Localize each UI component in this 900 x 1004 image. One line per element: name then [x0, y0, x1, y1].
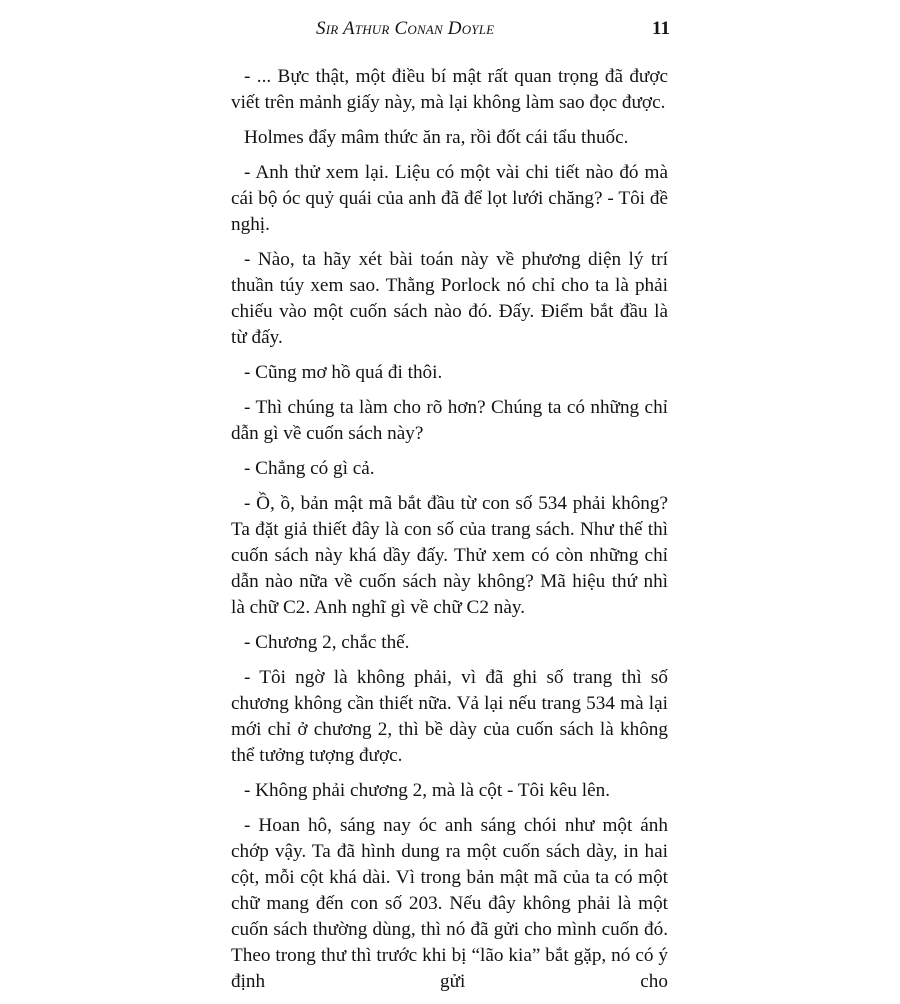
paragraph: - Chẳng có gì cả.	[244, 458, 375, 479]
paragraph: - Ồ, ồ, bản mật mã bắt đầu từ con số 534 phải không? Ta đặt giả thiết đây là con số của trang sách. Như thế thì cuốn sách này khá dầy đấy. Thử xem có còn những chỉ dẫn nào nữa về cuốn sách này không? Mã hiệu thứ nhì là chữ C2. Anh nghĩ gì về chữ C2 này.	[231, 493, 668, 618]
paragraph: - Thì chúng ta làm cho rõ hơn? Chúng ta có những chỉ dẫn gì về cuốn sách này?	[231, 397, 668, 444]
page-number: 11	[652, 18, 670, 39]
running-head	[230, 18, 670, 46]
paragraph: - Hoan hô, sáng nay óc anh sáng chói như một ánh chớp vậy. Ta đã hình dung ra một cuốn sách dày, in hai cột, mỗi cột khá dài. Vì trong bản mật mã của ta có một chữ mang đến con số 203. Nếu đây không phải là một cuốn sách thường dùng, thì nó đã gửi cho mình cuốn đó. Theo trong thư thì trước khi bị “lão kia” bắt gặp, nó có ý định gửi cho	[231, 815, 668, 992]
paragraph: - Anh thử xem lại. Liệu có một vài chi tiết nào đó mà cái bộ óc quỷ quái của anh đã để lọt lưới chăng? - Tôi đề nghị.	[231, 162, 668, 235]
paragraph: - Chương 2, chắc thế.	[244, 632, 410, 653]
body-text	[231, 64, 668, 1004]
paragraph: - Tôi ngờ là không phải, vì đã ghi số trang thì số chương không cần thiết nữa. Vả lại nếu trang 534 mà lại mới chỉ ở chương 2, thì bề dày của cuốn sách là không thể tưởng tượng được.	[231, 667, 668, 766]
paragraph: - Không phải chương 2, mà là cột - Tôi kêu lên.	[244, 780, 611, 801]
running-title: Sir Athur Conan Doyle	[316, 18, 495, 39]
paragraph: - Nào, ta hãy xét bài toán này về phương diện lý trí thuần túy xem sao. Thằng Porlock nó chỉ cho ta là phải chiếu vào một cuốn sách nào đó. Đấy. Điểm bắt đầu là từ đấy.	[231, 249, 668, 348]
paragraph: - Cũng mơ hồ quá đi thôi.	[244, 362, 443, 383]
paragraph: Holmes đẩy mâm thức ăn ra, rồi đốt cái tẩu thuốc.	[244, 127, 629, 148]
paragraph: - ... Bực thật, một điều bí mật rất quan trọng đã được viết trên mảnh giấy này, mà lại không làm sao đọc được.	[231, 66, 668, 113]
